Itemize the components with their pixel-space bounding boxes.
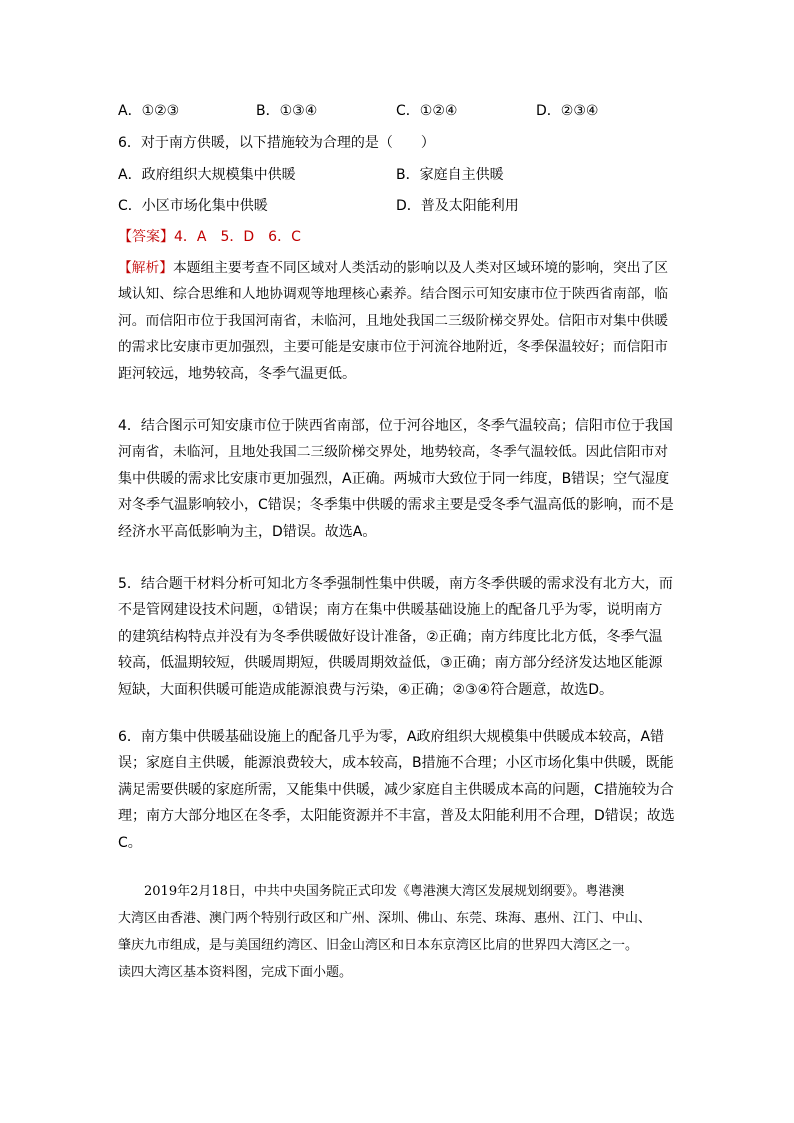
analysis-line: 域认知、综合思维和人地协调观等地理核心素养。结合图示可知安康市位于陕西省南部，临 <box>118 286 669 303</box>
explanation-6 <box>118 724 676 856</box>
analysis-line: 【解析】本题组主要考查不同区域对人类活动的影响以及人类对区域环境的影响，突出了区 <box>118 260 669 276</box>
explanation-6-line: 6．南方集中供暖基础设施上的配备几乎为零，A政府组织大规模集中供暖成本较高，A错 <box>118 729 665 745</box>
q6-stem: 6．对于南方供暖，以下措施较为合理的是（ ） <box>118 135 435 151</box>
q6-option-a: A．政府组织大规模集中供暖 <box>118 167 296 183</box>
passage-line: 肇庆九市组成，是与美国纽约湾区、旧金山湾区和日本东京湾区比肩的世界四大湾区之一。 <box>118 938 639 953</box>
explanation-6-line: C。 <box>118 834 142 851</box>
explanation-4-line: 经济水平高低影响为主，D错误。故选A。 <box>118 523 377 540</box>
explanation-6-line: 理；南方大部分地区在冬季，太阳能资源并不丰富，普及太阳能利用不合理，D错误；故选 <box>118 808 675 825</box>
analysis-line: 距河较远，地势较高，冬季气温更低。 <box>118 365 356 382</box>
q5-option-c: C．①②④ <box>396 103 458 119</box>
explanation-5-line: 不是管网建设技术问题，①错误；南方在集中供暖基础设施上的配备几乎为零，说明南方 <box>118 602 663 619</box>
q5-option-b: B．①③④ <box>256 103 318 119</box>
q6-option-d: D．普及太阳能利用 <box>396 198 519 214</box>
q6-option-c: C．小区市场化集中供暖 <box>118 198 268 214</box>
passage-line: 读四大湾区基本资料图，完成下面小题。 <box>118 965 353 980</box>
q5-option-d: D．②③④ <box>536 103 599 119</box>
answer-line <box>118 227 678 247</box>
explanation-6-line: 满足需要供暖的家庭所需，又能集中供暖，减少家庭自主供暖成本高的问题，C措施较为合 <box>118 781 674 798</box>
explanation-5-line: 短缺，大面积供暖可能造成能源浪费与污染，④正确；②③④符合题意，故选D。 <box>118 681 613 698</box>
passage-line: 大湾区由香港、澳门两个特别行政区和广州、深圳、佛山、东莞、珠海、惠州、江门、中山、 <box>118 911 652 926</box>
answer-label: 【答案】 <box>118 229 174 245</box>
passage-line: 2019年2月18日，中共中央国务院正式印发《粤港澳大湾区发展规划纲要》。粤港澳 <box>118 884 625 899</box>
explanation-4 <box>118 413 676 545</box>
explanation-5-line: 的建筑结构特点并没有为冬季供暖做好设计准备，②正确；南方纬度比北方低，冬季气温 <box>118 628 663 645</box>
q6-option-b: B．家庭自主供暖 <box>396 167 504 183</box>
explanation-6-line: 误；家庭自主供暖，能源浪费较大，成本较高，B措施不合理；小区市场化集中供暖，既能 <box>118 755 674 772</box>
explanation-5 <box>118 571 676 703</box>
answer-text: 4．A 5．D 6．C <box>174 229 301 245</box>
explanation-4-line: 4．结合图示可知安康市位于陕西省南部，位于河谷地区，冬季气温较高；信阳市位于我国 <box>118 418 673 434</box>
analysis-paragraph <box>118 255 676 387</box>
q5-option-a: A．①②③ <box>118 103 180 119</box>
analysis-line: 河。而信阳市位于我国河南省，未临河，且地处我国二三级阶梯交界处。信阳市对集中供暖 <box>118 312 669 329</box>
explanation-4-line: 集中供暖的需求比安康市更加强烈，A正确。两城市大致位于同一纬度，B错误；空气湿度 <box>118 470 670 487</box>
explanation-5-line: 较高，低温期较短，供暖周期短，供暖周期效益低，③正确；南方部分经济发达地区能源 <box>118 655 663 672</box>
analysis-label: 【解析】 <box>118 260 174 276</box>
explanation-4-line: 河南省，未临河，且地处我国二三级阶梯交界处，地势较高，冬季气温较低。因此信阳市对 <box>118 444 669 461</box>
passage <box>118 878 676 986</box>
analysis-line: 的需求比安康市更加强烈，主要可能是安康市位于河流谷地附近，冬季保温较好；而信阳市 <box>118 339 669 356</box>
explanation-5-line: 5．结合题干材料分析可知北方冬季强制性集中供暖，南方冬季供暖的需求没有北方大，而 <box>118 576 673 592</box>
explanation-4-line: 对冬季气温影响较小，C错误；冬季集中供暖的需求主要是受冬季气温高低的影响，而不是 <box>118 497 674 514</box>
